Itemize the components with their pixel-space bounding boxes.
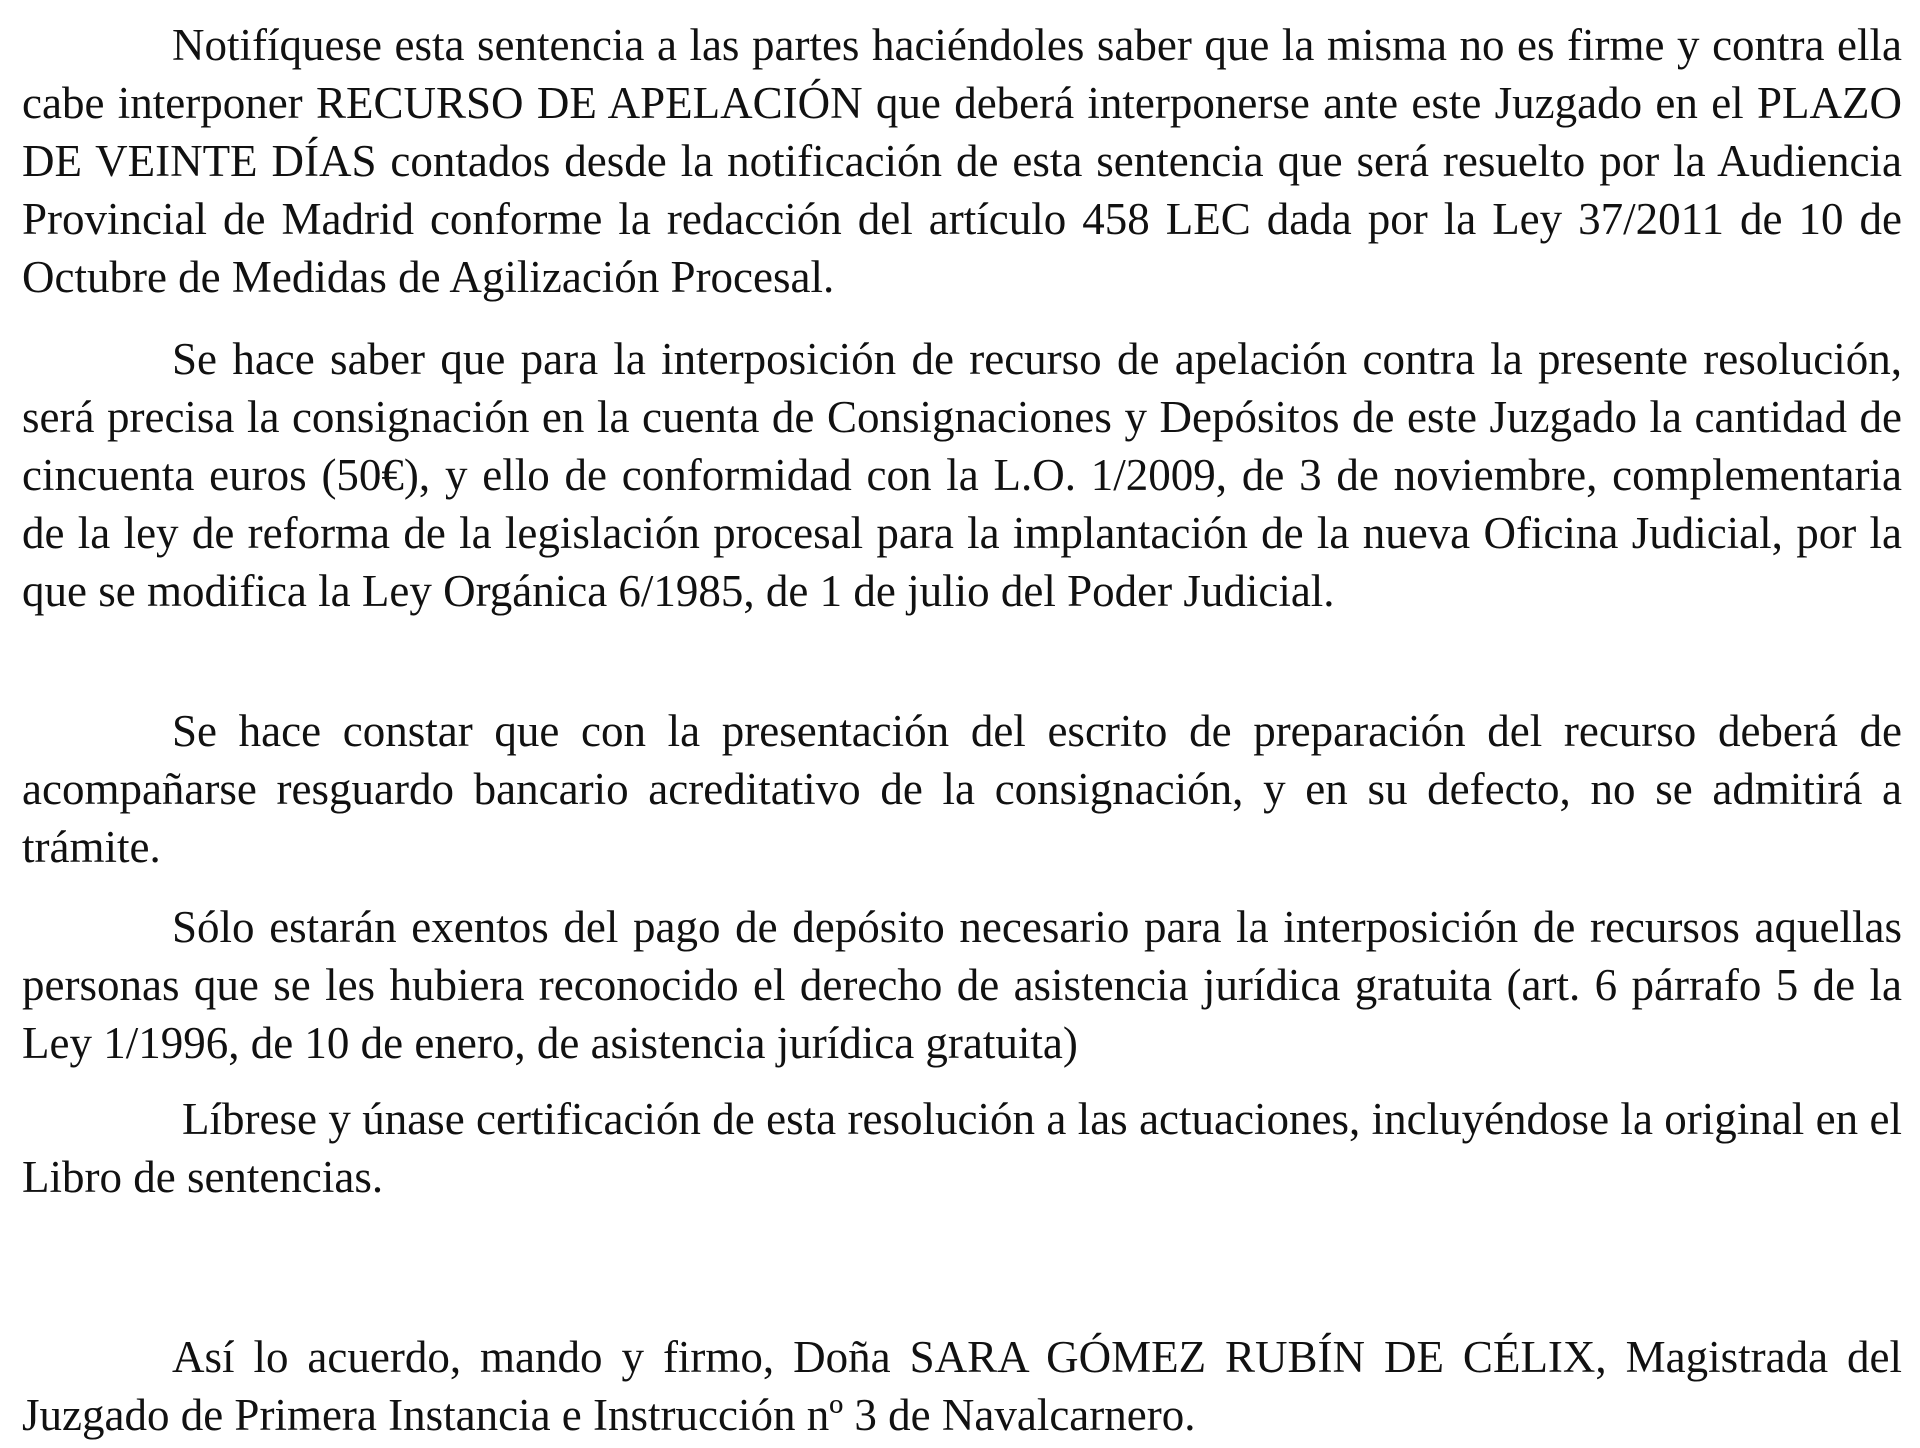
paragraph-signature-statement: Así lo acuerdo, mando y firmo, Doña SARA GÓMEZ RUBÍN DE CÉLIX, Magistrada del Juzgado de Primera Instancia e Instrucción nº 3 de Navalcarnero. xyxy=(22,1332,1902,1440)
paragraph-certification: Líbrese y únase certificación de esta resolución a las actuaciones, incluyéndose la original en el Libro de sentencias. xyxy=(22,1094,1902,1202)
paragraph-deposit-requirement: Se hace saber que para la interposición de recurso de apelación contra la presente resolución, será precisa la consignación en la cuenta de Consignaciones y Depósitos de este Juzgado la cantidad de cincuenta euros (50€), y ello de conformidad con la L.O. 1/2009, de 3 de noviembre, complementaria de la ley de reforma de la legislación procesal para la implantación de la nueva Oficina Judicial, por la que se modifica la Ley Orgánica 6/1985, de 1 de julio del Poder Judicial. xyxy=(22,334,1902,616)
paragraph-exemptions: Sólo estarán exentos del pago de depósito necesario para la interposición de recursos aquellas personas que se les hubiera reconocido el derecho de asistencia jurídica gratuita (art. 6 párrafo 5 de la Ley 1/1996, de 10 de enero, de asistencia jurídica gratuita) xyxy=(22,902,1902,1068)
paragraph-notification-appeal: Notifíquese esta sentencia a las partes haciéndoles saber que la misma no es firme y contra ella cabe interponer RECURSO DE APELACIÓN que deberá interponerse ante este Juzgado en el PLAZO DE VEINTE DÍAS contados desde la notificación de esta sentencia que será resuelto por la Audiencia Provincial de Madrid conforme la redacción del artículo 458 LEC dada por la Ley 37/2011 de 10 de Octubre de Medidas de Agilización Procesal. xyxy=(22,20,1902,302)
paragraph-bank-receipt: Se hace constar que con la presentación del escrito de preparación del recurso deberá de acompañarse resguardo bancario acreditativo de la consignación, y en su defecto, no se admitirá a trámite. xyxy=(22,706,1902,872)
